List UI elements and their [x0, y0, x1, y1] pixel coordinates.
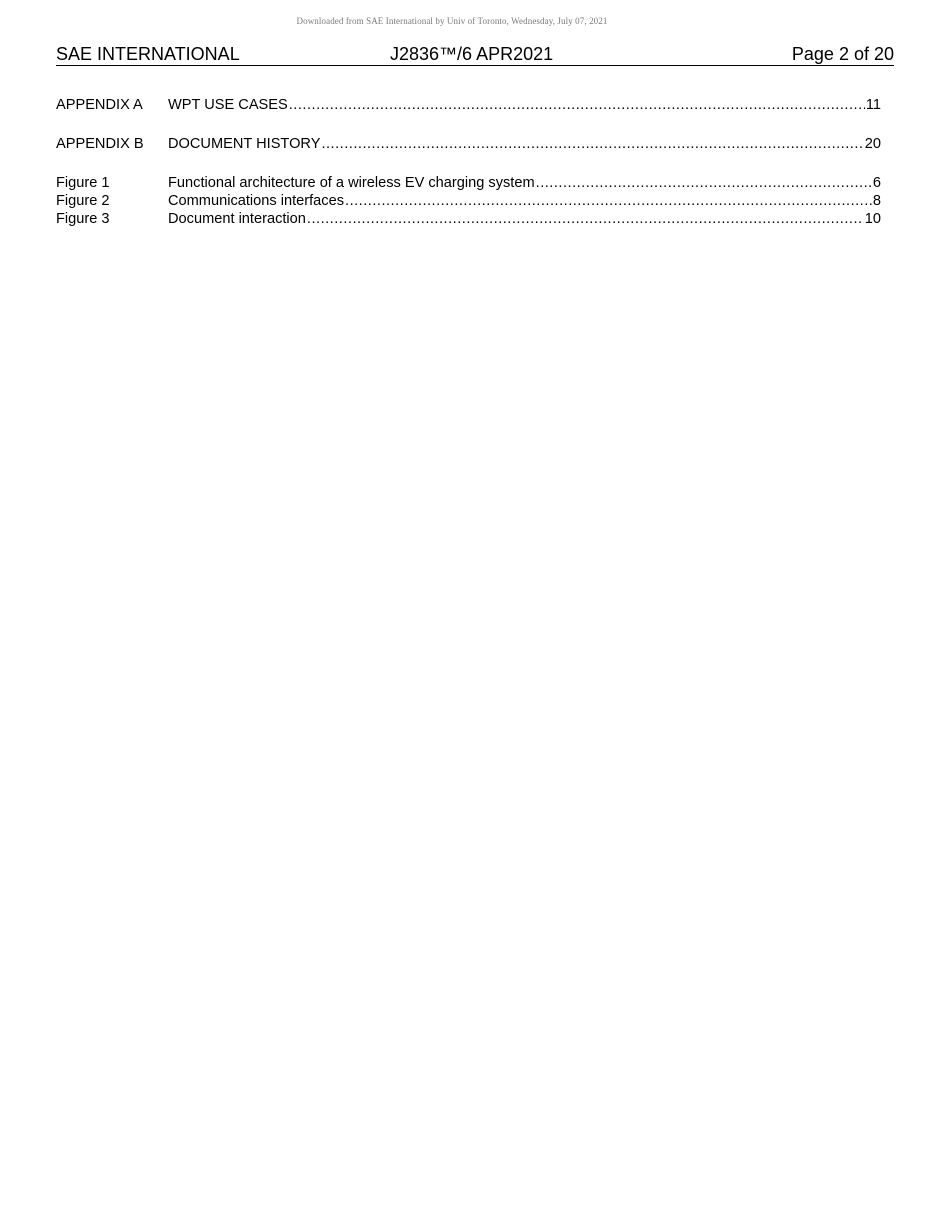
toc-entry-title: Functional architecture of a wireless EV charging system [168, 175, 535, 191]
toc-entry-label: Figure 3 [56, 211, 110, 227]
download-watermark: Downloaded from SAE International by Univ of Toronto, Wednesday, July 07, 2021 [296, 16, 608, 26]
table-of-contents [56, 96, 881, 228]
toc-entry-figure-3[interactable] [56, 210, 881, 228]
header-document-id: J2836™/6 APR2021 [390, 44, 554, 64]
dot-leader [289, 96, 865, 114]
toc-entry-figure-1[interactable] [56, 174, 881, 192]
dot-leader [307, 210, 864, 228]
toc-entry-figure-2[interactable] [56, 192, 881, 210]
toc-entry-label: APPENDIX A [56, 97, 143, 113]
dot-leader [321, 135, 863, 153]
toc-entry-label: Figure 2 [56, 193, 110, 209]
toc-entry-title: Communications interfaces [168, 193, 345, 209]
header-organization: SAE INTERNATIONAL [56, 44, 240, 64]
toc-entry-appendix-a[interactable] [56, 96, 881, 114]
toc-entry-label: APPENDIX B [56, 136, 144, 152]
toc-entry-page: 6 [872, 175, 881, 191]
dot-leader [536, 174, 872, 192]
toc-entry-page: 11 [865, 97, 881, 113]
page-header [56, 43, 894, 66]
toc-entry-appendix-b[interactable] [56, 135, 881, 153]
toc-entry-title: Document interaction [168, 211, 306, 227]
dot-leader [345, 192, 872, 210]
toc-entry-page: 10 [864, 211, 881, 227]
toc-entry-label: Figure 1 [56, 175, 110, 191]
toc-entry-title: DOCUMENT HISTORY [168, 136, 321, 152]
toc-entry-page: 20 [864, 136, 881, 152]
header-page-number: Page 2 of 20 [791, 44, 894, 64]
toc-entry-title: WPT USE CASES [168, 97, 288, 113]
toc-entry-page: 8 [872, 193, 881, 209]
